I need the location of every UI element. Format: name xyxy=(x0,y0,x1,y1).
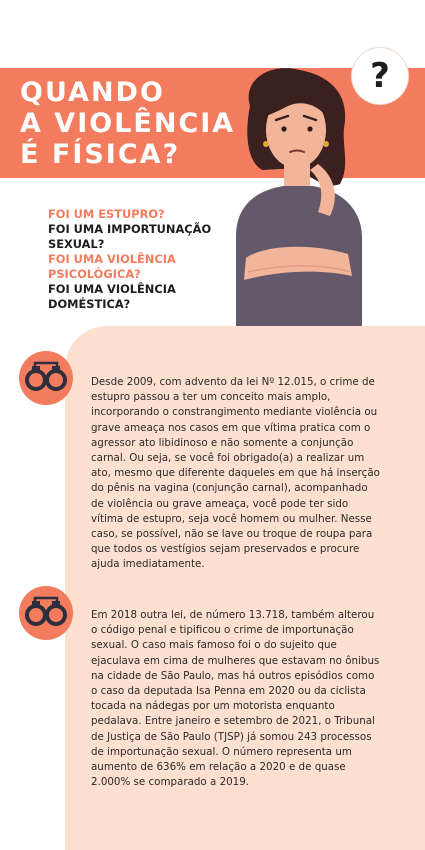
confused-woman-illustration xyxy=(222,66,372,332)
paragraph-stupro: Desde 2009, com advento da lei Nº 12.015, o crime de estupro passou a ter um conceito mais amplo, incorporando o constrangimento mediante violência ou grave ameaça nos casos em que vítima pratica com o agressor ato libidinoso e não somente a conjunção carnal. Ou seja, se você foi obrigado(a) a realizar um ato, mesmo que diferente daqueles em que há inserção do pênis na vagina (conjunção carnal), acompanhado de violência ou grave ameaça, você pode ter sido vítima de estupro, seja você homem ou mulher. Nesse caso, se possível, não se lave ou troque de roupa para que todos os vestígios sejam preservados e procure ajuda imediatamente. xyxy=(91,376,380,571)
title-line: QUANDO xyxy=(20,77,165,108)
question-list xyxy=(48,207,218,312)
title-line: É FÍSICA? xyxy=(20,139,181,170)
page-title xyxy=(20,77,235,170)
handcuffs-icon xyxy=(19,351,73,405)
paragraph-importunacao: Em 2018 outra lei, de número 13.718, também alterou o código penal e tipificou o crime de importunação sexual. O caso mais famoso foi o do sujeito que ejaculava em cima de mulheres que estavam no ônibus na cidade de São Paulo, mas há outros episódios como o caso da deputada Isa Penna em 2020 ou da ciclista tocada na nádegas por um motorista enquanto pedalava. Entre janeiro e setembro de 2021, o Tribunal de Justiça de São Paulo (TJSP) já somou 243 processos de importunação sexual. O número representa um aumento de 636% em relação a 2020 e de quase 2.000% se comparado a 2019. xyxy=(91,609,380,789)
title-line: A VIOLÊNCIA xyxy=(20,108,236,139)
question-mark-icon: ? xyxy=(370,56,390,96)
question-item: FOI UM ESTUPRO? xyxy=(48,207,165,221)
handcuffs-icon xyxy=(19,586,73,640)
question-item: FOI UMA IMPORTUNAÇÃO SEXUAL? xyxy=(48,222,212,251)
question-item: FOI UMA VIOLÊNCIA DOMÉSTICA? xyxy=(48,282,176,311)
question-item: FOI UMA VIOLÊNCIA PSICOLÓGICA? xyxy=(48,252,176,281)
